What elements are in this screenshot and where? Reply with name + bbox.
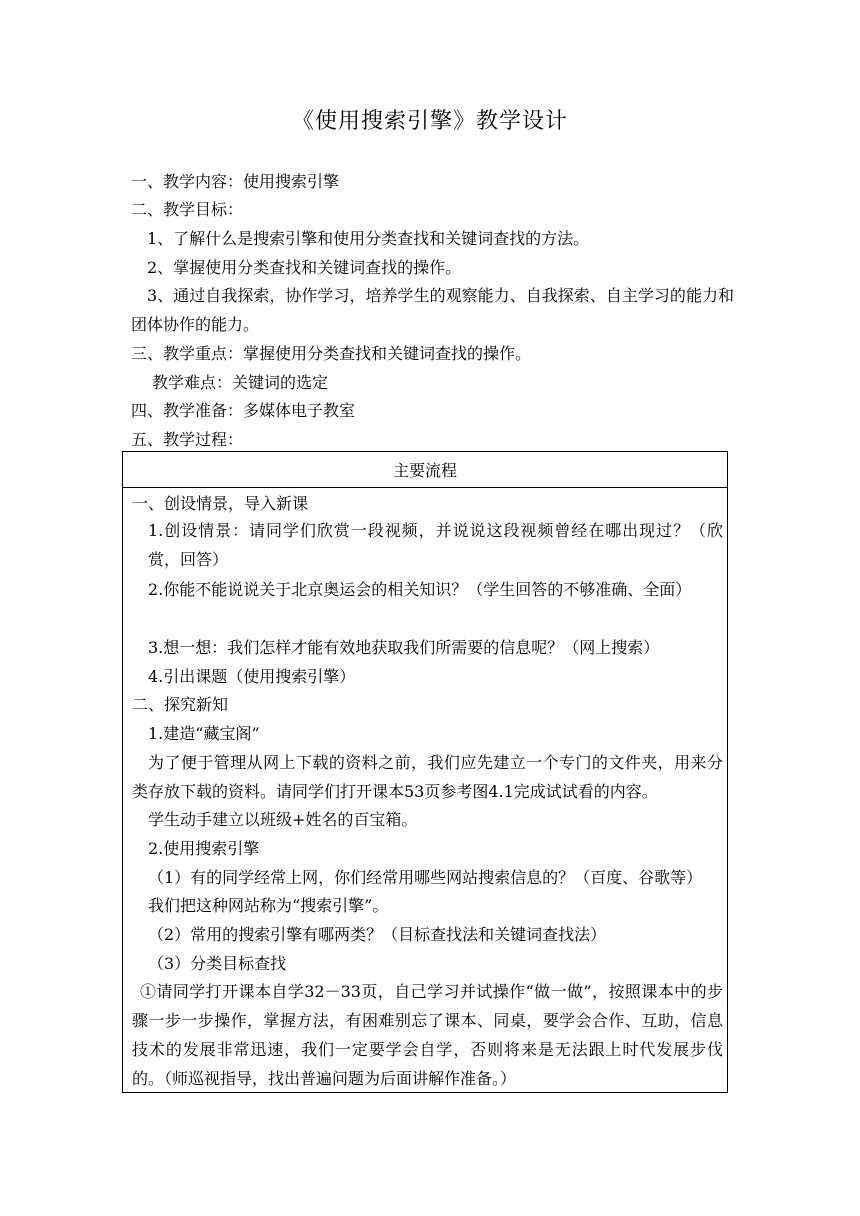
table-header-cell: 主要流程 (392, 461, 457, 480)
table-row: 二、探究新知 (132, 695, 229, 714)
table-row: 3.想一想：我们怎样才能有效地获取我们所需要的信息呢？（网上搜索） (148, 638, 660, 657)
table-row: 4.引出课题（使用搜索引擎） (148, 667, 356, 686)
table-row: 一、创设情景，导入新课 (132, 494, 309, 513)
table-row: 学生动手建立以班级+姓名的百宝箱。 (148, 810, 418, 829)
table-header-row (123, 452, 727, 488)
table-row: ①请同学打开课本自学32－33页，自己学习并试操作“做一做”，按照课本中的步骤一步一步操作，掌握方法，有困难别忘了课本、同桌，要学会合作、互助，信息技术的发展非常迅速，我们一定要学会自学，否则将来是无法跟上时代发展步伐的。（师巡视指导，找出普遍问题为后面讲解作准备。） (132, 982, 723, 1088)
table-row: 1.建造“藏宝阁” (148, 724, 260, 743)
section-key-point: 三、教学重点：掌握使用分类查找和关键词查找的操作。 (131, 344, 532, 363)
goal-1: 1、了解什么是搜索引擎和使用分类查找和关键词查找的方法。 (147, 229, 590, 248)
table-row: 2.使用搜索引擎 (148, 839, 260, 858)
section-process-heading: 五、教学过程： (131, 430, 244, 449)
page-title: 《使用搜索引擎》教学设计 (291, 109, 568, 134)
section-goals-heading: 二、教学目标： (131, 200, 244, 219)
table-row: 我们把这种网站称为“搜索引擎”。 (148, 896, 389, 915)
section-difficulty: 教学难点：关键词的选定 (152, 373, 329, 392)
section-content: 一、教学内容：使用搜索引擎 (131, 172, 340, 191)
table-row: 1.创设情景：请同学们欣赏一段视频，并说说这段视频曾经在哪出现过？（欣赏，回答） (148, 521, 723, 569)
goal-2: 2、掌握使用分类查找和关键词查找的操作。 (147, 258, 462, 277)
section-preparation: 四、教学准备：多媒体电子教室 (131, 401, 356, 420)
table-row: 2.你能不能说说关于北京奥运会的相关知识？（学生回答的不够准确、全面） (148, 580, 692, 599)
process-table (122, 451, 728, 1093)
table-row: （2）常用的搜索引擎有哪两类？（目标查找法和关键词查找法） (148, 925, 607, 944)
table-row: （3）分类目标查找 (148, 954, 287, 973)
goal-3: 3、通过自我探索，协作学习，培养学生的观察能力、自我探索、自主学习的能力和团体协作的能力。 (131, 286, 734, 334)
table-row: （1）有的同学经常上网，你们经常用哪些网站搜索信息的？（百度、谷歌等） (148, 868, 703, 887)
table-row: 为了便于管理从网上下载的资料之前，我们应先建立一个专门的文件夹，用来分类存放下载的资料。请同学们打开课本53页参考图4.1完成试试看的内容。 (132, 753, 723, 801)
